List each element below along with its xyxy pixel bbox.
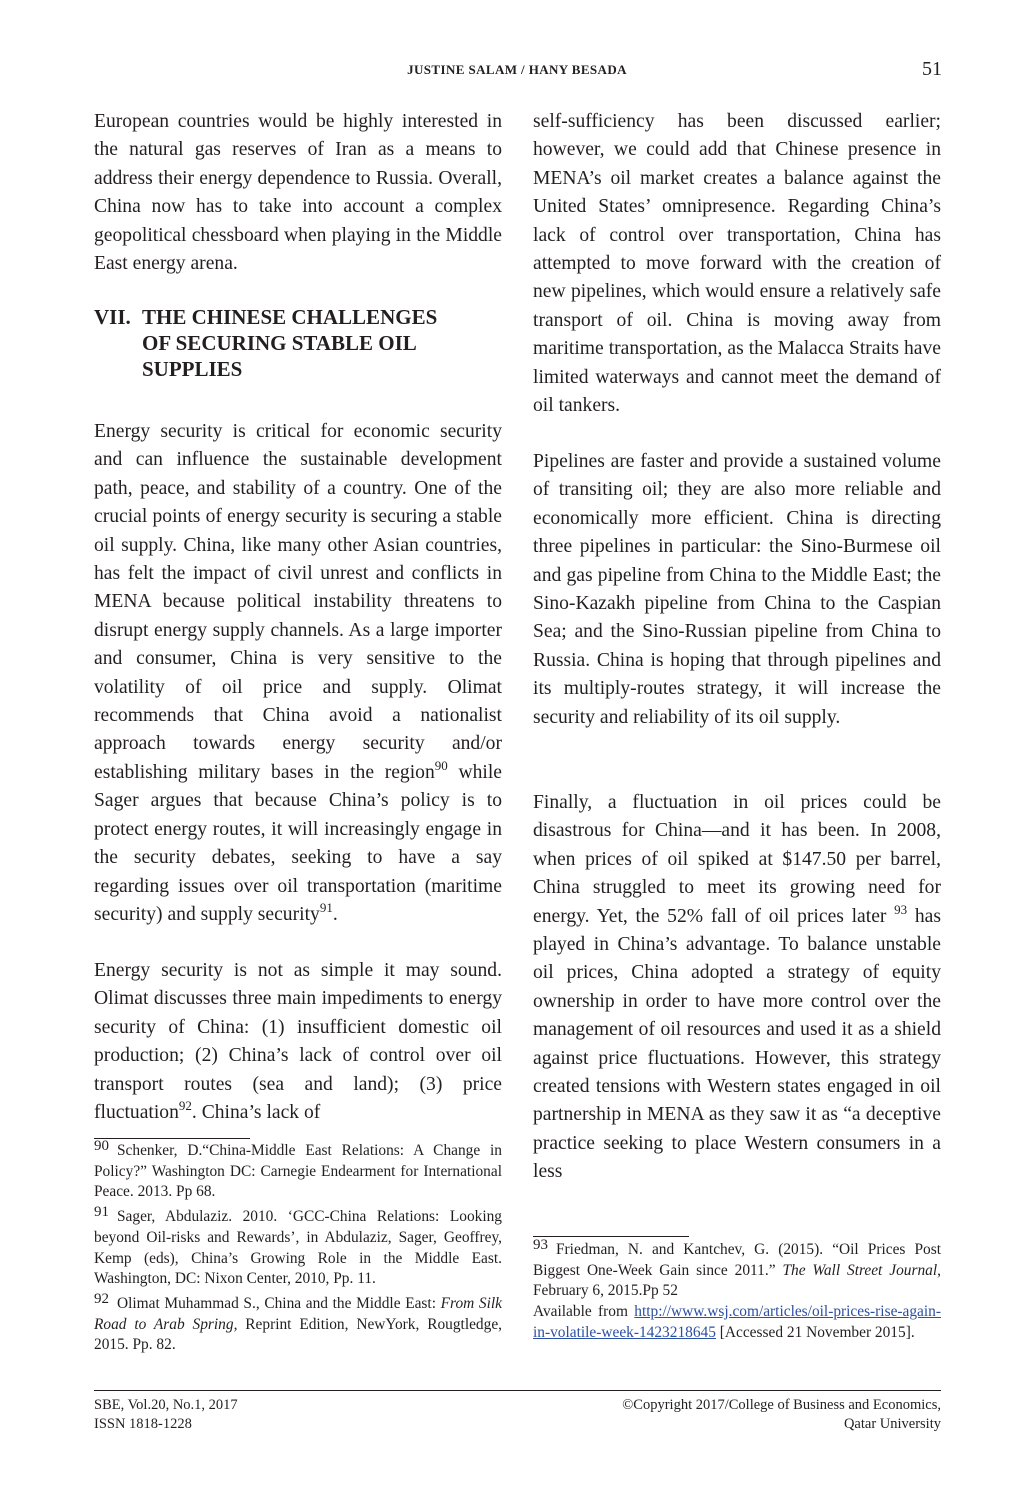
footer-university: Qatar University [843,1416,941,1432]
left-column-paragraph-1 [94,108,502,278]
paragraph: Finally, a fluctuation in oil prices could be disastrous for China—and it has been. In 2008, when prices of oil spiked at $147.50 per barrel, China struggled to meet its growing need for energy. Yet, the 52% fall of oil prices later $^{93}$ has played in China’s advantage. To balance unstable oil prices, China adopted a strategy of equity ownership in order to have more control over the management of oil resources and used it as a shield against price fluctuations. However, this strategy created tensions with Western states engaged in oil partnership in MENA as they saw it as “a deceptive practice seeking to place Western consumers in a less [533,792,941,1183]
section-number: VII. [94,305,131,329]
footer-copyright: ©Copyright 2017/College of Business and Economics, [622,1397,941,1413]
paragraph: Energy security is critical for economic security and can influence the sustainable development path, peace, and stability of a country. One of the crucial points of energy security is securing a stable oil supply. China, like many other Asian countries, has felt the impact of civil unrest and conflicts in MENA because political instability threatens to disrupt energy supply channels. As a large importer and consumer, China is very sensitive to the volatility of oil price and supply. Olimat recommends that China avoid a nationalist approach towards energy security and/or establishing military bases in the region$^{90}$ while Sager argues that because China’s policy is to protect energy routes, it will increasingly engage in the security debates, seeking to have a say regarding issues over oil transportation (maritime security) and supply security$^{91}$. [94,421,502,925]
footnote-link[interactable]: http://www.wsj.com/articles/oil-prices-rise-again-in-volatile-week-1423218645 [533,1303,941,1341]
footer-left [94,1396,238,1434]
footer-right [622,1396,941,1434]
footnote-separator [533,1236,689,1237]
footnote-separator [94,1138,250,1139]
footnotes-left [94,1138,502,1360]
paragraph: Pipelines are faster and provide a sustained volume of transiting oil; they are also more reliable and economically more efficient. China is directing three pipelines in particular: the Sino-Burmese oil and gas pipeline from China to the Middle East; the Sino-Kazakh pipeline from China to the Caspian Sea; and the Sino-Russian pipeline from China to Russia. China is hoping that through pipelines and its multiply-routes strategy, it will increase the security and reliability of its oil supply. [533,451,941,728]
footnote-ref[interactable]: 93 [894,901,908,917]
footnote-ref[interactable]: 92 [178,1098,192,1114]
footer-issn: ISSN 1818-1228 [94,1416,192,1432]
footnote-93: 93 Friedman, N. and Kantchev, G. (2015). “Oil Prices Post Biggest One-Week Gain since 2011.” The Wall Street Journal, February 6, 2015.Pp 52 Available from http://www.wsj.com/articles/oil-prices-rise-again-in-volatile-week-1423218645 [Accessed 21 November 2015]. [533,1237,941,1341]
right-column-paragraph-1 [533,108,941,420]
right-column-paragraph-3 [533,789,941,1187]
footnote-ref[interactable]: 90 [434,757,448,773]
left-column-paragraph-3 [94,957,502,1127]
footnote-90: 90 Schenker, D.“China-Middle East Relations: A Change in Policy?” Washington DC: Carnegie Endearment for International Peace. 2013. Pp 68. [94,1138,502,1201]
left-column-paragraph-2 [94,418,502,929]
paragraph: self-sufficiency has been discussed earlier; however, we could add that Chinese presence in MENA’s oil market creates a balance against the United States’ omnipresence. Regarding China’s lack of control over transportation, China has attempted to move forward with the creation of new pipelines, which would ensure a relatively safe transport of oil. China is moving away from maritime transportation, as the Malacca Straits have limited waterways and cannot meet the demand of oil tankers. [533,111,941,417]
paragraph: Energy security is not as simple it may sound. Olimat discusses three main impediments to energy security of China: (1) insufficient domestic oil production; (2) China’s lack of control over oil transport routes (sea and land); (3) price fluctuation$^{92}$. China’s lack of [94,960,502,1124]
paragraph: European countries would be highly interested in the natural gas reserves of Iran as a means to address their energy dependence to Russia. Overall, China now has to take into account a complex geopolitical chessboard when playing in the Middle East energy arena. [94,111,502,275]
right-column-paragraph-2 [533,448,941,732]
section-heading [94,304,502,382]
page-number: 51 [922,58,942,80]
running-header [0,58,1034,82]
footer-journal: SBE, Vol.20, No.1, 2017 [94,1397,238,1413]
running-header-authors: JUSTINE SALAM / HANY BESADA [407,62,627,77]
footnote-92: 92 Olimat Muhammad S., China and the Middle East: From Silk Road to Arab Spring, Reprint Edition, NewYork, Rougtledge, 2015. Pp. 82. [94,1290,502,1354]
section-heading-line-3: SUPPLIES [142,357,243,381]
footnote-91: 91 Sager, Abdulaziz. 2010. ‘GCC-China Relations: Looking beyond Oil-risks and Rewards’, in Abdulaziz, Sager, Geoffrey, Kemp (eds), China’s Growing Role in the Middle East. Washington, DC: Nixon Center, 2010, Pp. 11. [94,1204,502,1288]
footnote-ref[interactable]: 91 [319,899,333,915]
footnotes-right [533,1237,941,1348]
section-heading-line-2: OF SECURING STABLE OIL [142,331,417,355]
section-heading-line-1: VII. THE CHINESE CHALLENGES [94,305,438,329]
footer-rule [94,1390,941,1391]
